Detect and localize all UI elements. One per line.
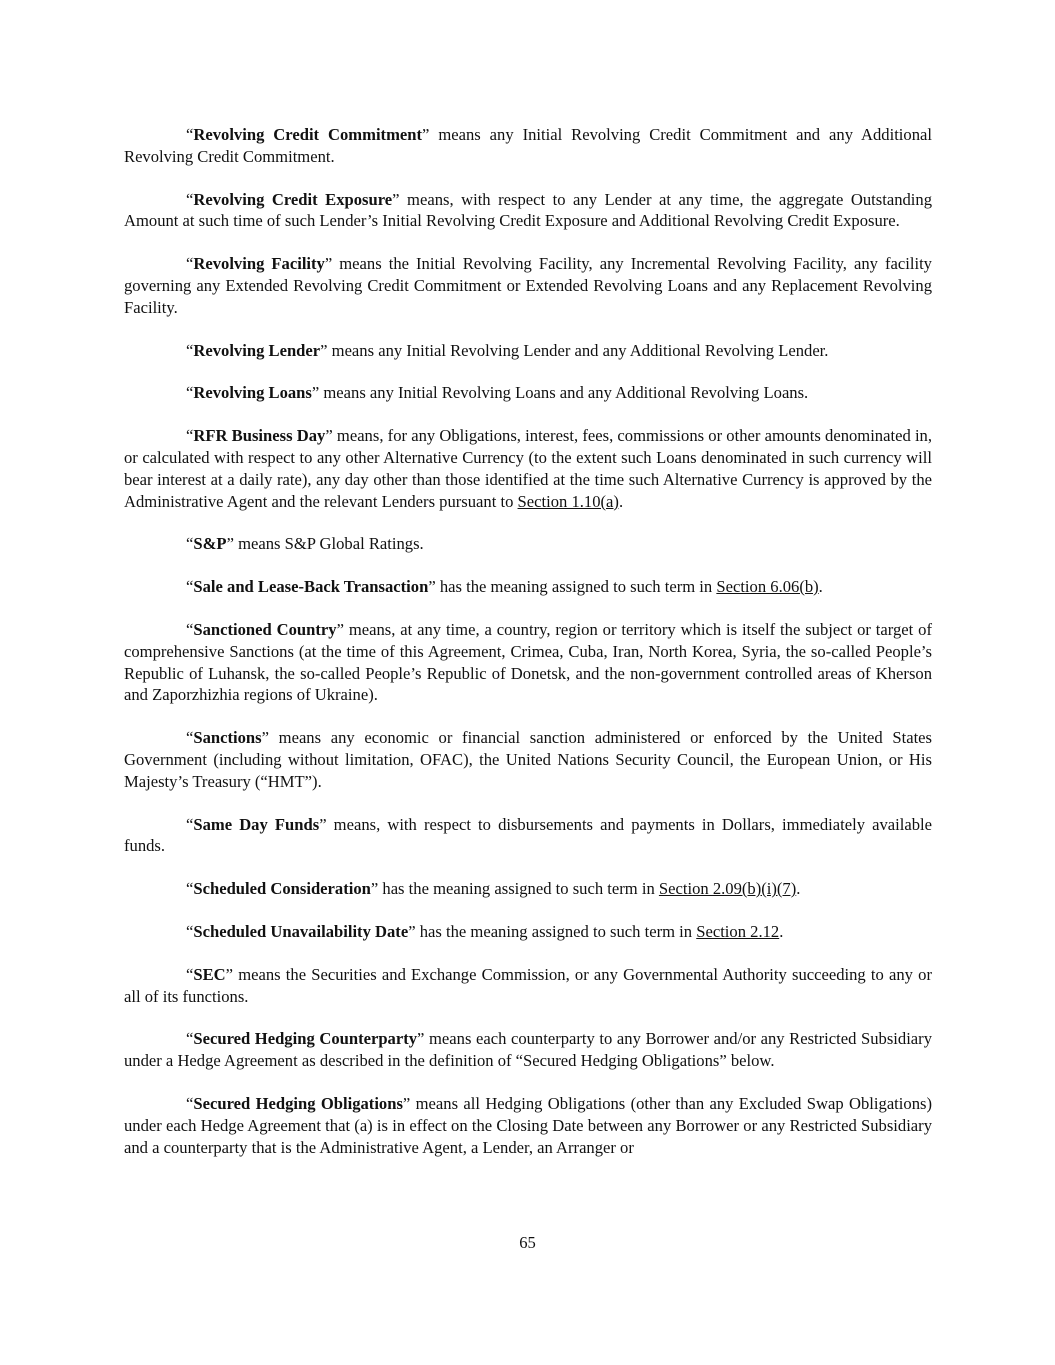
section-reference-link: Section 2.12: [696, 921, 780, 941]
page-number: 65: [519, 1233, 536, 1252]
definition-text: means the Securities and Exchange Commission, or any Governmental Authority succeeding to any or all of its functions.: [124, 964, 932, 1006]
definition-text: means any Initial Revolving Credit Commitment and any Additional Revolving Credit Commitment.: [124, 125, 932, 166]
definition-paragraph: “Sanctions” means any economic or financial sanction administered or enforced by the United States Government (including without limitation, OFAC), the United Nations Security Council, the European Union, or His Majesty’s Treasury (“HMT”).: [124, 728, 932, 791]
defined-term: Secured Hedging Counterparty: [193, 1029, 418, 1049]
definition-paragraph: “Revolving Lender” means any Initial Revolving Lender and any Additional Revolving Lender.: [186, 340, 829, 360]
defined-term: SEC: [193, 964, 226, 984]
defined-term: Revolving Facility: [193, 254, 325, 274]
definition-paragraph: “Same Day Funds” means, with respect to disbursements and payments in Dollars, immediately available funds.: [124, 814, 932, 856]
definition-paragraph: “RFR Business Day” means, for any Obligations, interest, fees, commissions or other amounts denominated in, or calculated with respect to any other Alternative Currency (to the extent such Loans denominated in such currency will bear interest at a daily rate), any day other than those identified at the time such Alternative Currency is approved by the Administrative Agent and the relevant Lenders pursuant to Section 1.10(a).: [124, 426, 933, 511]
definition-paragraph: “Revolving Credit Commitment” means any Initial Revolving Credit Commitment and any Additional Revolving Credit Commitment.: [124, 125, 932, 166]
defined-term: Revolving Credit Commitment: [193, 125, 423, 144]
defined-term: Scheduled Unavailability Date: [193, 921, 409, 941]
defined-term: Scheduled Consideration: [193, 879, 371, 899]
definition-text: means, for any Obligations, interest, fees, commissions or other amounts denominated in, or calculated with respect to any other Alternative Currency (to the extent such Loans denominated in such currency will bear interest at a daily rate), any day other than those identified at the time such Alternative Currency is approved by the Administrative Agent and the relevant Lenders pursuant to: [124, 426, 933, 511]
definition-text: has the meaning assigned to such term in: [415, 921, 697, 941]
definition-text: means each counterparty to any Borrower and/or any Restricted Subsidiary under a Hedge Agreement as described in the definition of “Secured Hedging Obligations” below.: [124, 1029, 932, 1071]
defined-term: Sanctions: [193, 728, 262, 748]
defined-term: Revolving Lender: [193, 340, 321, 360]
definition-text: has the meaning assigned to such term in: [435, 577, 717, 597]
defined-term: Same Day Funds: [193, 814, 320, 834]
definition-text: means S&P Global Ratings.: [233, 534, 424, 554]
definitions-list: [124, 124, 932, 1179]
definition-text: means all Hedging Obligations (other than any Excluded Swap Obligations) under each Hedge Agreement that (a) is in effect on the Closing Date between any Borrower or any Restricted Subsidiary and a counterparty that is the Administrative Agent, a Lender, an Arranger or: [124, 1093, 932, 1157]
defined-term: Revolving Credit Exposure: [193, 189, 393, 209]
definition-text: has the meaning assigned to such term in: [378, 879, 659, 899]
definition-paragraph: “Secured Hedging Obligations” means all Hedging Obligations (other than any Excluded Swap Obligations) under each Hedge Agreement that (a) is in effect on the Closing Date between any Borrower or any Restricted Subsidiary and a counterparty that is the Administrative Agent, a Lender, an Arranger or: [124, 1093, 932, 1157]
definition-paragraph: “Revolving Loans” means any Initial Revolving Loans and any Additional Revolving Loans.: [186, 383, 809, 403]
definition-paragraph: “S&P” means S&P Global Ratings.: [186, 534, 424, 554]
definition-paragraph: “Sale and Lease-Back Transaction” has the meaning assigned to such term in Section 6.06(b).: [186, 577, 823, 597]
definition-text: means the Initial Revolving Facility, any Incremental Revolving Facility, any facility governing any Extended Revolving Credit Commitment or Extended Revolving Loans and any Replacement Revolving Facility.: [124, 254, 932, 317]
definition-paragraph: “Revolving Credit Exposure” means, with respect to any Lender at any time, the aggregate Outstanding Amount at such time of such Lender’s Initial Revolving Credit Exposure and Additional Revolving Credit Exposure.: [124, 189, 932, 231]
defined-term: Sanctioned Country: [193, 619, 337, 639]
definition-text: means any economic or financial sanction administered or enforced by the United States Government (including without limitation, OFAC), the United Nations Security Council, the European Union, or His Majesty’s Treasury (“HMT”).: [124, 728, 932, 791]
definition-text: means, with respect to any Lender at any time, the aggregate Outstanding Amount at such time of such Lender’s Initial Revolving Credit Exposure and Additional Revolving Credit Exposure.: [124, 189, 932, 231]
section-reference-link: Section 2.09(b)(i)(7): [658, 879, 797, 899]
definition-text: means any Initial Revolving Lender and any Additional Revolving Lender.: [327, 340, 829, 360]
defined-term: S&P: [193, 534, 227, 554]
definition-tail: .: [796, 879, 801, 899]
definition-text: means, at any time, a country, region or territory which is itself the subject or target of comprehensive Sanctions (at the time of this Agreement, Crimea, Cuba, Iran, North Korea, Syria, the so-called People’s Republic of Luhansk, the so-called People’s Republic of Donetsk, and the non-government controlled areas of Kherson and Zaporzhizhia regions of Ukraine).: [124, 619, 932, 705]
defined-term: Secured Hedging Obligations: [193, 1093, 403, 1113]
definition-paragraph: “Sanctioned Country” means, at any time, a country, region or territory which is itself the subject or target of comprehensive Sanctions (at the time of this Agreement, Crimea, Cuba, Iran, North Korea, Syria, the so-called People’s Republic of Luhansk, the so-called People’s Republic of Donetsk, and the non-government controlled areas of Kherson and Zaporzhizhia regions of Ukraine).: [124, 619, 932, 705]
definition-paragraph: “Scheduled Unavailability Date” has the meaning assigned to such term in Section 2.12.: [186, 921, 784, 941]
definition-tail: .: [818, 577, 823, 597]
definition-paragraph: “Secured Hedging Counterparty” means each counterparty to any Borrower and/or any Restricted Subsidiary under a Hedge Agreement as described in the definition of “Secured Hedging Obligations” below.: [124, 1029, 932, 1071]
section-reference-link: Section 1.10(a): [517, 491, 619, 511]
definition-text: means, with respect to disbursements and payments in Dollars, immediately available funds.: [124, 814, 932, 856]
definition-tail: .: [618, 491, 624, 511]
section-reference-link: Section 6.06(b): [716, 577, 819, 597]
defined-term: RFR Business Day: [193, 426, 326, 446]
definition-paragraph: “Scheduled Consideration” has the meaning assigned to such term in Section 2.09(b)(i)(7).: [186, 879, 801, 899]
defined-term: Revolving Loans: [193, 383, 312, 403]
definition-tail: .: [779, 921, 784, 941]
definition-text: means any Initial Revolving Loans and any Additional Revolving Loans.: [319, 383, 809, 403]
definition-paragraph: “SEC” means the Securities and Exchange Commission, or any Governmental Authority succeeding to any or all of its functions.: [124, 964, 932, 1006]
definition-paragraph: “Revolving Facility” means the Initial Revolving Facility, any Incremental Revolving Facility, any facility governing any Extended Revolving Credit Commitment or Extended Revolving Loans and any Replacement Revolving Facility.: [124, 254, 932, 317]
defined-term: Sale and Lease-Back Transaction: [193, 577, 429, 597]
